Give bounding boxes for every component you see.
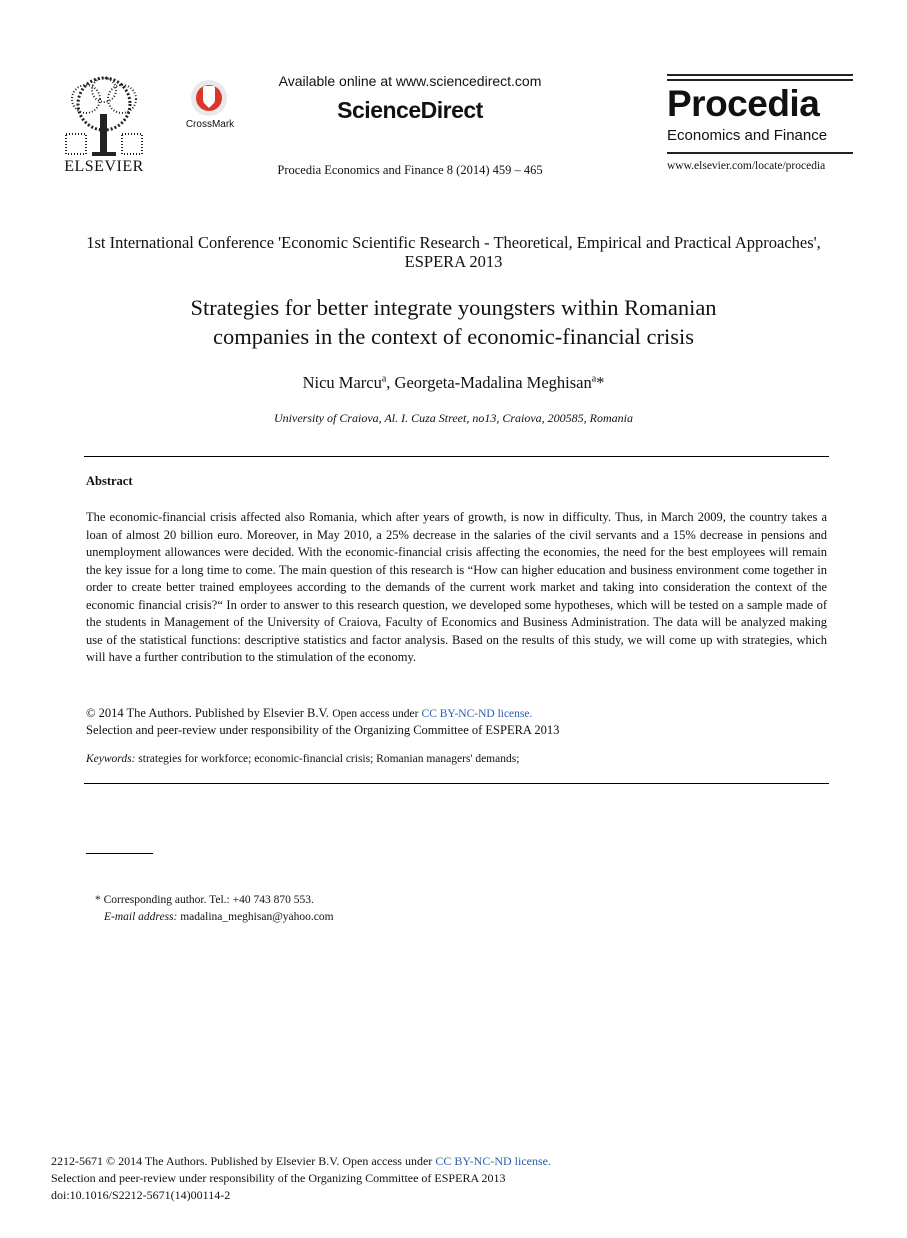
masthead-rule [667, 152, 853, 154]
paper-title [60, 293, 847, 351]
author-name: Georgeta-Madalina Meghisan [394, 373, 592, 392]
author-separator: , [386, 373, 395, 392]
journal-reference: Procedia Economics and Finance 8 (2014) 459 – 465 [277, 163, 543, 177]
crossmark-label: CrossMark [185, 119, 235, 130]
affiliation-marker: a [381, 373, 387, 385]
email-label: E-mail address: [104, 911, 178, 923]
footer-open-access: Open access under [342, 1154, 433, 1168]
divider [84, 783, 829, 784]
keywords-text: strategies for workforce; economic-financial crisis; Romanian managers' demands; [138, 753, 520, 765]
footer-copyright [51, 1154, 551, 1169]
copyright-text: © 2014 The Authors. Published by Elsevier B.V. [86, 706, 330, 720]
abstract-heading: Abstract [86, 474, 133, 488]
elsevier-wordmark: ELSEVIER [64, 158, 144, 175]
open-access-text: Open access under [332, 708, 419, 720]
procedia-title: Procedia [667, 83, 820, 124]
footer-review: Selection and peer-review under responsibility of the Organizing Committee of ESPERA 2013 [51, 1171, 506, 1185]
divider [84, 456, 829, 457]
keywords [86, 753, 827, 765]
paper-title-line: Strategies for better integrate youngsters within Romanian [190, 295, 717, 320]
corresponding-author: * Corresponding author. Tel.: +40 743 870 553. [95, 894, 314, 906]
abstract-body: The economic-financial crisis affected also Romania, which after years of growth, is now in difficulty. Thus, in March 2009, the country takes a loan of almost 20 billion euro. Moreover, in May 2010, a 25% decrease in the salaries of the civil servants and a 15% decrease in pensions and unemployment allowances were decided. With the economic-financial crisis affecting the economies, the need for the best employees will remain the key issue for a long time to come. The main question of this research is “How can higher education and business environment come together in order to create better trained employees according to the demands of the current work market and taking into consideration the context of the economic financial crisis?“ In order to answer to this research question, we developed some hypotheses, which will be tested on a sample made of the students in Management of the University of Craiova, Faculty of Economics and Business Administration. The data will be analyzed making use of the statistical functions: descriptive statistics and factor analysis. Based on the results of this study, we will come up with strategies, which will have a further contribution to the stimulation of the economy. [86, 510, 827, 664]
corresponding-marker: * [596, 373, 605, 392]
procedia-subtitle: Economics and Finance [667, 127, 828, 144]
affiliation: University of Craiova, Al. I. Cuza Street, no13, Craiova, 200585, Romania [274, 411, 633, 425]
available-online-text: Available online at www.sciencedirect.com [278, 73, 542, 89]
conference-name: 1st International Conference 'Economic Scientific Research - Theoretical, Empirical and Practical Approaches', ESPERA 2013 [86, 233, 821, 271]
masthead-rule [667, 79, 853, 81]
masthead-rule [667, 74, 853, 76]
footnote-rule [86, 853, 153, 854]
paper-title-line: companies in the context of economic-financial crisis [212, 324, 695, 349]
author-name: Nicu Marcu [302, 373, 382, 392]
footer-doi[interactable]: doi:10.1016/S2212-5671(14)00114-2 [51, 1188, 231, 1202]
peer-review-line: Selection and peer-review under responsibility of the Organizing Committee of ESPERA 2013 [86, 723, 560, 737]
procedia-masthead [667, 74, 853, 172]
footer-issn: 2212-5671 © 2014 The Authors. Published by Elsevier B.V. [51, 1154, 340, 1168]
procedia-url[interactable]: www.elsevier.com/locate/procedia [667, 160, 826, 172]
affiliation-marker: a [591, 373, 597, 385]
keywords-label: Keywords: [86, 753, 136, 765]
sciencedirect-brand[interactable]: ScienceDirect [337, 97, 483, 123]
email-line [104, 911, 334, 923]
email-address[interactable]: madalina_meghisan@yahoo.com [180, 911, 334, 923]
author-list [60, 373, 847, 393]
license-link[interactable]: CC BY-NC-ND license. [421, 708, 533, 720]
footer-license-link[interactable]: CC BY-NC-ND license. [435, 1154, 551, 1168]
copyright-line [86, 705, 827, 723]
